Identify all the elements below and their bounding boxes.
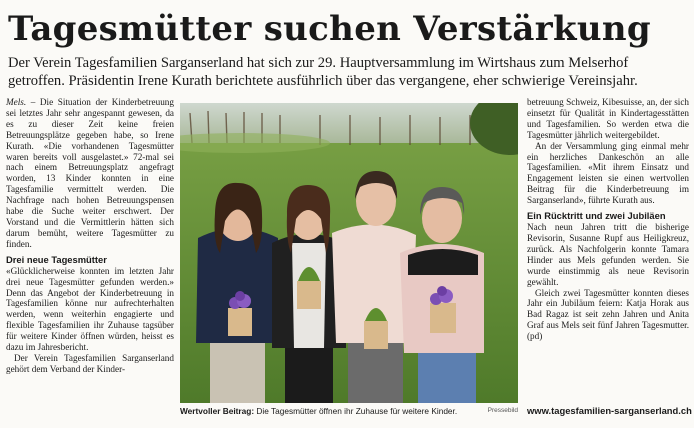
paragraph-intro — [6, 97, 174, 250]
paragraph: Der Verein Tagesfamilien Sarganserland gehört dem Verband der Kinder- — [6, 352, 174, 374]
paragraph: An der Versammlung ging einmal mehr ein herzliches Dankeschön an alle Tagesfamilien. «Mit ihrem Einsatz und Engagement leisten sie einen wertvollen Beitrag für die Kinderbetreuung im Sarganserland», führte Kurath aus. — [527, 140, 689, 206]
paragraph-intro-text: – Die Situation der Kinderbetreuung sei letztes Jahr sehr angespannt gewesen, da es zu dieser Zeit keine freien Betreuungsplätze gegeben habe, so Irene Kurath. «Die vorhandenen Tagesmütter waren bereits voll ausgelastet.» 72-mal sei nach einem Betreuungsplatz angefragt worden, 13 Kinder konnten in eine Tagesfamilie vermittelt werden. Die Nachfrage nach hohen Betreuungspensen habe die Suche weiter erschwert. Der Vorstand und die Vermittlerin hätten sich darum bemüht, weitere Tagesmütter zu finden. — [6, 97, 174, 249]
caption-text: Die Tagesmütter öffnen ihr Zuhause für weitere Kinder. — [254, 406, 458, 416]
subheading-retirement-jubilees: Ein Rücktritt und zwei Jubiläen — [527, 210, 666, 222]
press-photo — [180, 103, 518, 403]
paragraph: «Glücklicherweise konnten im letzten Jahr drei neue Tagesmütter gefunden werden.» Denn das Angebot der Kinderbetreuung in Tagesfamilien könne nur aufrechterhalten werden, wenn weiterhin engagierte und flexible Tagesfamilien ihr Zuhause tagsüber für weitere Kinder öffnen würden, heisst es dazu im Jahresbericht. — [6, 265, 174, 353]
article-column-left — [6, 97, 174, 375]
article-column-right — [527, 97, 689, 342]
caption-lead: Wertvoller Beitrag: — [180, 406, 255, 416]
paragraph: Nach neun Jahren tritt die bisherige Revisorin, Susanne Rupf aus Heiligkreuz, zurück. Als Nachfolgerin konnte Tamara Hinder aus Mels gefunden werden. Sie wurde einstimmig als neue Revisorin gewählt. — [527, 222, 689, 287]
paragraph: betreuung Schweiz, Kibesuisse, an, der sich einsetzt für Qualität in Kindertagesstätten und Tagesfamilien. So werden etwa die Tagesmütter jährlich weitergebildet. — [527, 97, 689, 140]
photo-illustration — [180, 103, 518, 403]
photo-credit: Pressebild — [487, 407, 518, 414]
photo-caption — [180, 406, 518, 416]
headline: Tagesmütter suchen Verstärkung — [8, 9, 651, 49]
lead-paragraph: Der Verein Tagesfamilien Sarganserland hat sich zur 29. Hauptversammlung im Wirtshaus zum Melserhof getroffen. Präsidentin Irene Kurath berichtete ausführlich über das vergangene, eher schwierige Vereinsjahr. — [8, 55, 638, 89]
website-link[interactable]: www.tagesfamilien-sarganserland.ch — [527, 405, 692, 416]
paragraph: Gleich zwei Tagesmütter konnten dieses Jahr ein Jubiläum feiern: Katja Horak aus Bad Ragaz ist seit zehn Jahren und Anita Graf aus Mels seit fünf Jahren Tagesmutter. (pd) — [527, 287, 689, 342]
dateline: Mels. — [6, 97, 27, 107]
subheading-new-mothers: Drei neue Tagesmütter — [6, 253, 107, 265]
